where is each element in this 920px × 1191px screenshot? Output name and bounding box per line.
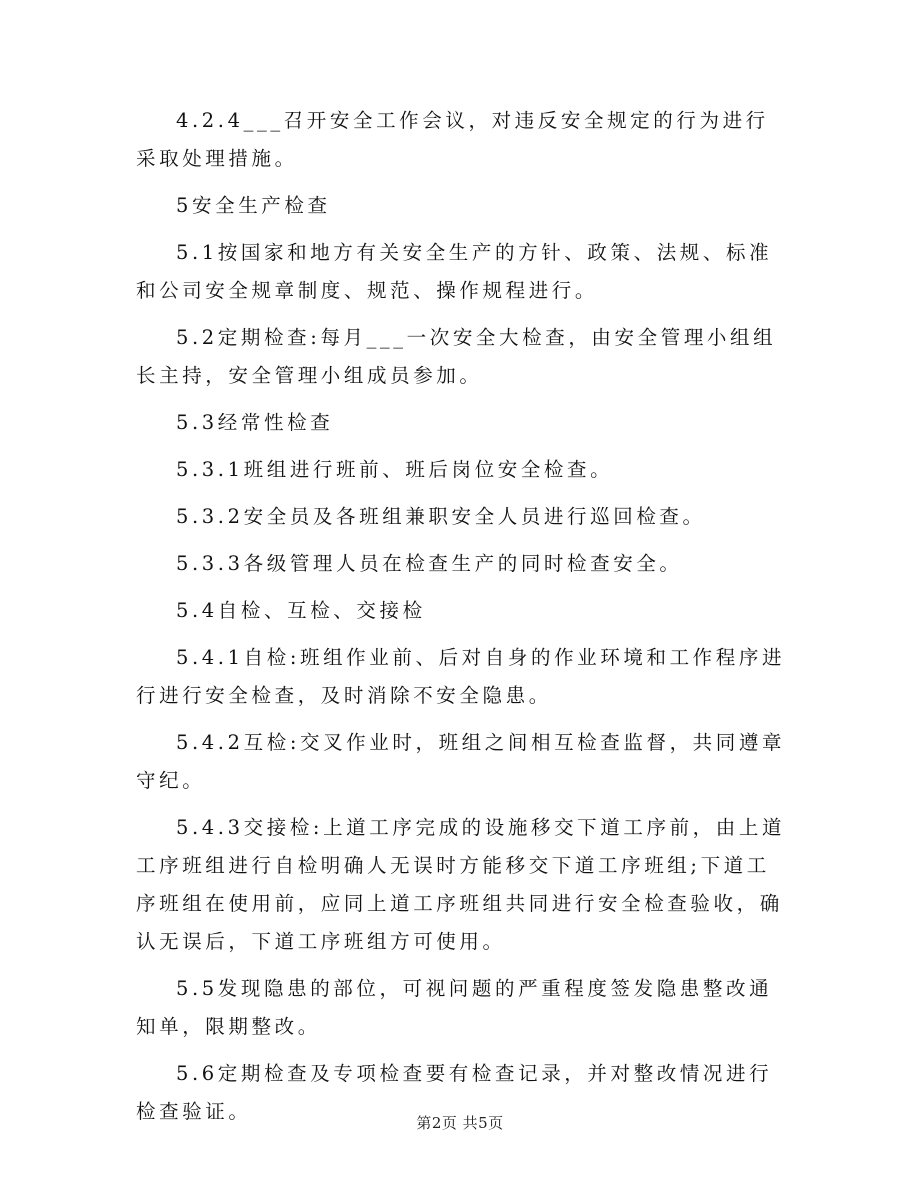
paragraph-5-3-3: 5.3.3各级管理人员在检查生产的同时检查安全。 [176,552,683,575]
paragraph-4-2-4: 4.2.4___召开安全工作会议，对违反安全规定的行为进行采取处理措施。 [136,109,769,170]
paragraph-5-4-2: 5.4.2互检:交叉作业时，班组之间相互检查监督，共同遵章守纪。 [136,731,786,792]
paragraph-5-5: 5.5发现隐患的部位，可视问题的严重程度签发隐患整改通知单，限期整改。 [136,977,773,1038]
paragraph-5-3: 5.3经常性检查 [176,411,334,434]
paragraph-5-2: 5.2定期检查:每月___一次安全大检查，由安全管理小组组长主持，安全管理小组成员参加。 [136,326,777,387]
document-body [136,102,786,1140]
paragraph-5-4-1: 5.4.1自检:班组作业前、后对自身的作业环境和工作程序进行进行安全检查，及时消除不安全隐患。 [136,646,786,707]
page-number-footer: 第2页 共5页 [416,1114,504,1132]
section-heading-5: 5安全生产检查 [176,194,331,217]
paragraph-5-4-3: 5.4.3交接检:上道工序完成的设施移交下道工序前，由上道工序班组进行自检明确人无误时方能移交下道工序班组;下道工序班组在使用前，应同上道工序班组共同进行安全检查验收，确认无误后，下道工序班组方可使用。 [136,816,786,953]
paragraph-5-3-2: 5.3.2安全员及各班组兼职安全人员进行巡回检查。 [176,505,706,528]
paragraph-5-6: 5.6定期检查及专项检查要有检查记录，并对整改情况进行检查验证。 [136,1062,773,1123]
paragraph-5-3-1: 5.3.1班组进行班前、班后岗位安全检查。 [176,458,614,481]
paragraph-5-1: 5.1按国家和地方有关安全生产的方针、政策、法规、标准和公司安全规章制度、规范、操作规程进行。 [136,241,773,302]
paragraph-5-4: 5.4自检、互检、交接检 [176,599,426,622]
